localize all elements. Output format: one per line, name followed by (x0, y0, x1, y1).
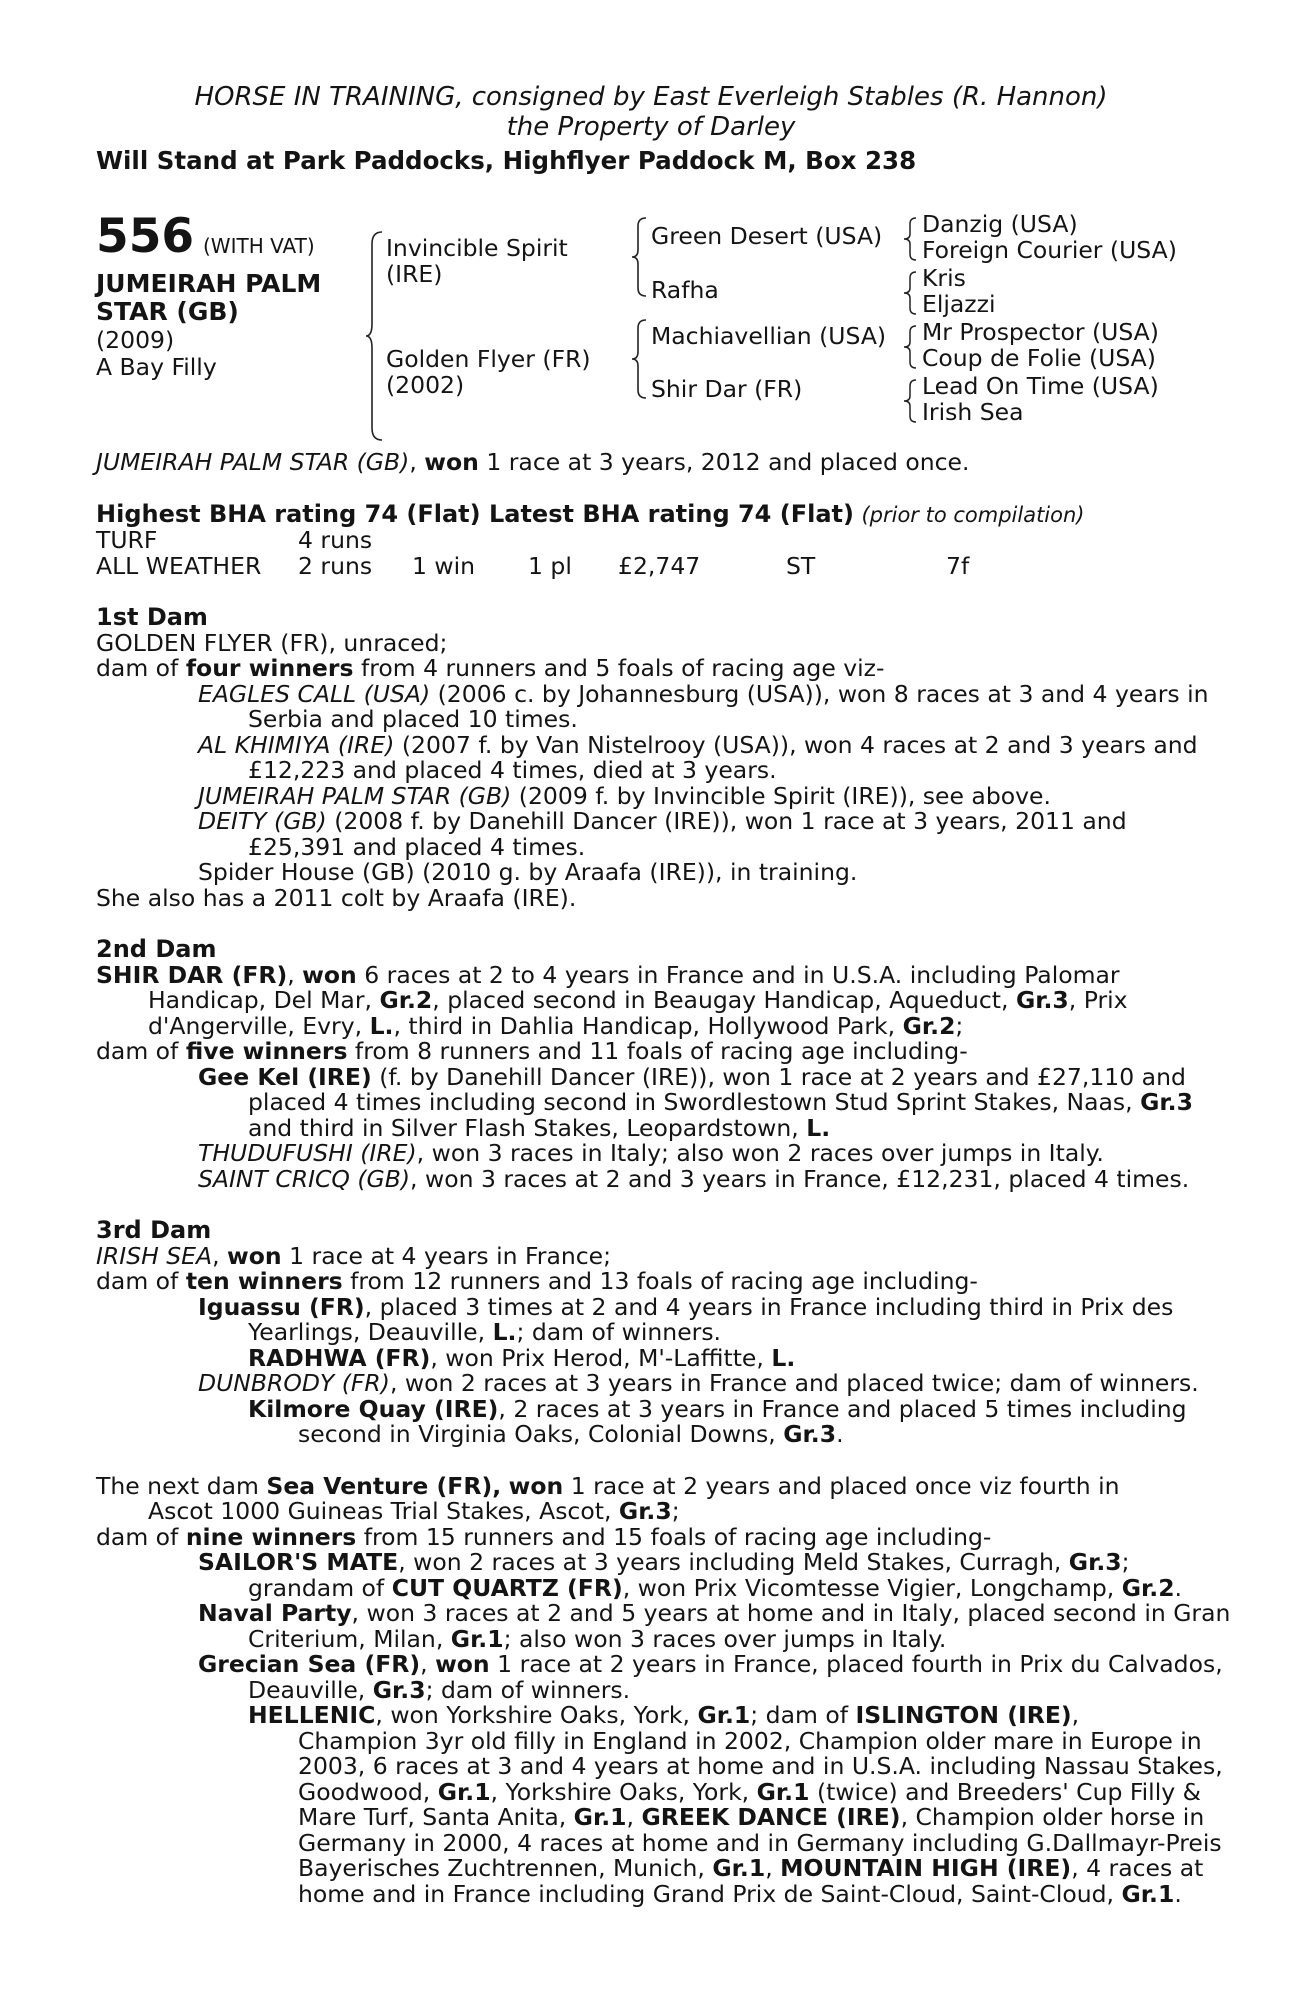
produce-details: , Yorkshire Oaks, York, (490, 1777, 750, 1806)
grade-label: Gr.3 (783, 1420, 837, 1448)
summary-won: won (424, 448, 479, 476)
produce-details: (twice) and Breeders' Cup Filly & (816, 1777, 1201, 1806)
produce-text: from 8 runners and 11 foals of racing age including- (354, 1037, 968, 1065)
produce-details: ; dam of winners. (516, 1318, 722, 1346)
produce-details-cont: Champion 3yr old filly in England in 2002, Champion older mare in Europe in (298, 1726, 1202, 1755)
produce-kilmore-quay (96, 1394, 1206, 1423)
produce-details: , Champion older horse in (900, 1803, 1205, 1831)
produce-details: ; dam of winners. (425, 1675, 631, 1704)
punctuation: , (492, 1471, 502, 1500)
produce-deity (96, 809, 1206, 835)
produce-details: , won Yorkshire Oaks, York, (375, 1701, 690, 1729)
third-dam-section (96, 1218, 1206, 1448)
grade-label: Gr.3 (1140, 1088, 1193, 1116)
produce-details: . (836, 1420, 844, 1448)
g1-name: Danzig (USA) (922, 210, 1078, 238)
g2-name: Foreign Courier (USA) (922, 236, 1177, 264)
dam-of-label: dam of (96, 1522, 179, 1551)
record-text: The next dam (96, 1471, 259, 1500)
produce-details: (2009 f. by Invincible Spirit (IRE)), see above. (518, 781, 1051, 810)
g7-name: Lead On Time (USA) (922, 372, 1159, 400)
punctuation: , (765, 1854, 773, 1882)
pedigree-brace-dam (632, 318, 648, 400)
third-dam-title: 3rd Dam (96, 1216, 212, 1244)
produce-details: , won Prix Vicomtesse Vigier, Longchamp, (622, 1573, 1115, 1602)
grade-label: Gr.2 (902, 1011, 956, 1040)
turf-label: TURF (96, 526, 158, 554)
produce-details-cont (96, 1777, 1206, 1806)
grade-label: Gr.1 (450, 1624, 504, 1653)
record-text: d'Angerville, Evry, (148, 1011, 363, 1040)
punctuation: , (626, 1803, 634, 1831)
pedigree-brace-g2 (904, 270, 918, 316)
foaling-year: (2009) (96, 326, 175, 354)
punctuation: , (1071, 1701, 1080, 1729)
next-dam-record-l2 (96, 1499, 1206, 1525)
catalogue-page (96, 82, 1231, 1908)
header-consignor: HORSE IN TRAINING, consigned by East Everleigh Stables (R. Hannon) (194, 82, 1108, 112)
next-dam-name: Sea Venture (FR) (266, 1471, 493, 1500)
second-dam-produce (96, 1039, 1206, 1065)
produce-name: Gee Kel (IRE) (198, 1062, 372, 1091)
rating-text: Highest BHA rating 74 (Flat) Latest BHA rating 74 (Flat) (96, 499, 854, 528)
produce-jumeirah-palm-star (96, 781, 1206, 810)
punctuation: . (1174, 1879, 1182, 1908)
winners-count: ten winners (185, 1267, 343, 1295)
grade-label: Gr.1 (756, 1777, 810, 1806)
produce-details: , won 3 races at 2 and 3 years in France, £12,231, placed 4 times. (410, 1164, 1190, 1193)
produce-name: SAILOR'S MATE (198, 1548, 399, 1576)
produce-details: (2008 f. by Danehill Dancer (IRE)), won 1 race at 3 years, 2011 and (334, 807, 1127, 835)
produce-name: DUNBRODY (FR) (198, 1369, 390, 1397)
pedigree-brace-g4 (904, 378, 918, 424)
produce-details: ; dam of (750, 1701, 848, 1729)
grade-label: Gr.3 (372, 1675, 426, 1704)
first-dam-intro: GOLDEN FLYER (FR), unraced; (96, 628, 448, 657)
grade-label: Gr.3 (618, 1497, 672, 1525)
punctuation: ; (1121, 1548, 1130, 1576)
dam-of-label: dam of (96, 654, 179, 682)
produce-details: placed 4 times including second in Swordlestown Stud Sprint Stakes, Naas, (248, 1088, 1133, 1116)
produce-details-cont: Serbia and placed 10 times. (248, 705, 578, 733)
produce-text: from 15 runners and 15 foals of racing age including- (363, 1522, 992, 1551)
won-label: won (227, 1241, 282, 1270)
grade-label: Gr.2 (379, 986, 433, 1014)
record-text: Handicap, Del Mar, (148, 986, 372, 1014)
dam-name: Golden Flyer (FR) (386, 345, 591, 373)
rating-note: (prior to compilation) (861, 502, 1085, 527)
produce-text: from 12 runners and 13 foals of racing age including- (350, 1267, 978, 1295)
produce-details-cont: £12,223 and placed 4 times, died at 3 years. (248, 756, 777, 784)
record-text: ; (955, 1011, 964, 1040)
pedigree-brace-g3 (904, 324, 918, 370)
first-dam-section (96, 603, 1209, 912)
record-text: 6 races at 2 to 4 years in France and in U.S.A. including Palomar (364, 960, 1120, 989)
horse-name-line2: STAR (GB) (96, 297, 239, 326)
second-dam-title: 2nd Dam (96, 935, 217, 963)
g4-name: Eljazzi (922, 290, 996, 318)
pedigree-brace-main (366, 230, 386, 442)
produce-details-cont (96, 1113, 1206, 1142)
aw-wins: 1 win (412, 551, 476, 580)
record-text: , placed second in Beaugay Handicap, Aqueduct, (432, 986, 1009, 1014)
punctuation: ; (671, 1497, 680, 1525)
produce-details: Goodwood, (298, 1777, 431, 1806)
dam-year: (2002) (386, 371, 465, 399)
second-dam-record: SHIR DAR (FR), won 6 races at 2 to 4 years in France and in U.S.A. including Palomar (96, 960, 1120, 989)
produce-saint-cricq (96, 1164, 1206, 1193)
produce-details: grandam of (248, 1573, 385, 1602)
aw-placed: 1 pl (528, 551, 572, 580)
produce-details-cont (96, 1573, 1206, 1602)
all-weather-row (96, 551, 1206, 580)
produce-details: , won 2 races at 3 years in France and placed twice; dam of winners. (389, 1369, 1199, 1397)
aw-label: ALL WEATHER (96, 551, 262, 580)
dam-sire: Machiavellian (USA) (651, 322, 887, 350)
produce-eagles-call (96, 679, 1209, 708)
produce-details: , won Prix Herod, M'-Laffitte, (430, 1343, 764, 1372)
produce-details-cont (96, 1422, 1206, 1448)
produce-thudufushi (96, 1141, 1206, 1167)
listed-label: L. (771, 1343, 796, 1372)
record-text: , third in Dahlia Handicap, Hollywood Park, (393, 1011, 896, 1040)
produce-details: Criterium, Milan, (248, 1624, 444, 1653)
produce-al-khimiya (96, 730, 1206, 759)
dam-of-label: dam of (96, 1267, 179, 1295)
aw-prize-money: £2,747 (618, 551, 701, 580)
pedigree-brace-sire (632, 216, 648, 298)
produce-details: , placed 3 times at 2 and 4 years in France including third in Prix des (364, 1292, 1174, 1321)
listed-label: L. (806, 1113, 831, 1142)
dam-of-label: dam of (96, 1037, 179, 1065)
produce-details-cont: £25,391 and placed 4 times. (248, 832, 586, 861)
sire-dam: Rafha (651, 276, 719, 304)
first-dam-produce (96, 656, 1206, 682)
produce-details: , 4 races at (1071, 1854, 1204, 1882)
produce-spider-house: Spider House (GB) (2010 g. by Araafa (IRE)), in training. (198, 858, 858, 886)
third-dam-name: IRISH SEA (96, 1241, 213, 1270)
produce-name: Kilmore Quay (IRE) (248, 1394, 499, 1423)
produce-name: GREEK DANCE (IRE) (641, 1803, 901, 1831)
second-dam-record-l2 (96, 988, 1206, 1014)
horse-name-line1: JUMEIRAH PALM (96, 269, 322, 298)
g3-name: Kris (922, 264, 966, 292)
winners-count: four winners (185, 654, 354, 682)
produce-details: Deauville, (248, 1675, 366, 1704)
g6-name: Coup de Folie (USA) (922, 344, 1156, 372)
produce-details-cont (96, 1805, 1206, 1831)
produce-details: home and in France including Grand Prix de Saint-Cloud, Saint-Cloud, (298, 1879, 1115, 1908)
dam-dam: Shir Dar (FR) (651, 375, 803, 403)
produce-details: Bayerisches Zuchtrennen, Munich, (298, 1854, 705, 1882)
produce-dunbrody (96, 1371, 1206, 1397)
sire-sire: Green Desert (USA) (651, 222, 883, 250)
produce-grecian-sea (96, 1650, 1223, 1678)
produce-details-cont (96, 1320, 1206, 1346)
pedigree-brace-g1 (904, 216, 918, 262)
grade-label: Gr.3 (1015, 986, 1069, 1014)
produce-gee-kel (96, 1062, 1206, 1091)
produce-details: Yearlings, Deauville, (248, 1318, 486, 1346)
lot-number: 556 (96, 209, 195, 264)
winners-count: nine winners (185, 1522, 357, 1551)
listed-label: L. (492, 1318, 517, 1346)
sire-name: Invincible Spirit (386, 234, 568, 262)
produce-details: , 2 races at 3 years in France and placed 5 times including (498, 1394, 1187, 1423)
second-dam-record-l3 (96, 1011, 1206, 1040)
produce-radhwa (96, 1343, 1206, 1372)
produce-sailors-mate (96, 1550, 1206, 1576)
next-dam-section (96, 1471, 1231, 1908)
vat-label: (WITH VAT) (203, 234, 315, 258)
summary-text: 1 race at 3 years, 2012 and placed once. (486, 448, 970, 476)
produce-details: second in Virginia Oaks, Colonial Downs, (298, 1420, 776, 1448)
produce-naval-party (96, 1599, 1231, 1627)
second-dam-name: SHIR DAR (FR) (96, 960, 288, 989)
produce-name: Iguassu (FR) (198, 1292, 365, 1321)
produce-details: (2006 c. by Johannesburg (USA)), won 8 races at 3 and 4 years in (437, 679, 1209, 708)
g8-name: Irish Sea (922, 398, 1024, 426)
header-property: the Property of Darley (506, 112, 796, 142)
first-dam-title: 1st Dam (96, 603, 208, 631)
produce-details: 1 race at 2 years in France, placed fourth in Prix du Calvados, (497, 1650, 1223, 1678)
turf-row (96, 528, 1206, 554)
grade-label: Gr.2 (1121, 1573, 1175, 1602)
listed-label: L. (369, 1011, 394, 1040)
turf-runs: 4 runs (298, 526, 373, 554)
produce-name: HELLENIC (248, 1701, 376, 1729)
header-stand: Will Stand at Park Paddocks, Highflyer Paddock M, Box 238 (96, 146, 917, 175)
g5-name: Mr Prospector (USA) (922, 318, 1159, 346)
grade-label: Gr.1 (573, 1803, 627, 1831)
produce-details: Mare Turf, Santa Anita, (298, 1803, 567, 1831)
produce-details-cont (96, 1090, 1206, 1116)
produce-name: DEITY (GB) (198, 807, 327, 835)
record-text: , Prix (1068, 986, 1128, 1014)
produce-details: (2007 f. by Van Nistelrooy (USA)), won 4 races at 2 and 3 years and (401, 730, 1198, 759)
grade-label: Gr.1 (712, 1854, 766, 1882)
produce-details-cont: 2003, 6 races at 3 and 4 years at home and in U.S.A. including Nassau Stakes, (298, 1752, 1223, 1780)
grade-label: Gr.1 (697, 1701, 751, 1729)
produce-name: ISLINGTON (IRE) (855, 1701, 1072, 1729)
produce-name: MOUNTAIN HIGH (IRE) (780, 1854, 1072, 1882)
next-dam-record (96, 1471, 1206, 1500)
rating-line (96, 499, 1206, 529)
produce-name: RADHWA (FR) (248, 1343, 431, 1372)
punctuation: . (1174, 1573, 1183, 1602)
won-label: won (508, 1471, 564, 1500)
grade-label: Gr.3 (1068, 1548, 1122, 1576)
sire-country: (IRE) (386, 260, 443, 288)
produce-details-cont: Germany in 2000, 4 races at home and in Germany including G.Dallmayr-Preis (298, 1828, 1222, 1857)
winners-count: five winners (185, 1037, 348, 1065)
record-text: Ascot 1000 Guineas Trial Stakes, Ascot, (148, 1497, 612, 1525)
horse-description: A Bay Filly (96, 353, 217, 381)
produce-name: EAGLES CALL (USA) (198, 679, 431, 708)
produce-details-cont (96, 1675, 1206, 1704)
produce-details-cont (96, 1856, 1206, 1882)
summary-horse-name: JUMEIRAH PALM STAR (GB) (96, 448, 410, 476)
first-dam-also: She also has a 2011 colt by Araafa (IRE). (96, 883, 577, 912)
won-label: won (435, 1650, 490, 1678)
pedigree-block (96, 209, 1206, 450)
produce-details: ; also won 3 races over jumps in Italy. (503, 1624, 947, 1653)
next-dam-produce (96, 1522, 1206, 1551)
produce-name: CUT QUARTZ (FR) (391, 1573, 623, 1602)
produce-details: , won 3 races at 2 and 5 years at home and in Italy, placed second in Gran (351, 1599, 1231, 1627)
aw-runs: 2 runs (298, 551, 373, 580)
punctuation: , (420, 1650, 428, 1678)
produce-hellenic (96, 1703, 1206, 1729)
second-dam-section (96, 937, 1206, 1192)
produce-name: JUMEIRAH PALM STAR (GB) (198, 781, 512, 810)
race-summary: JUMEIRAH PALM STAR (GB), won 1 race at 3 years, 2012 and placed once. (96, 448, 970, 476)
produce-details: , won 3 races in Italy; also won 2 races over jumps in Italy. (416, 1139, 1104, 1167)
grade-label: Gr.1 (437, 1777, 491, 1806)
produce-name: THUDUFUSHI (IRE) (198, 1139, 417, 1167)
record-text: 1 race at 4 years in France; (289, 1241, 612, 1270)
grade-label: Gr.1 (1121, 1879, 1175, 1908)
aw-surface: ST (786, 551, 816, 580)
won-label: won (302, 960, 357, 989)
produce-name: Naval Party (198, 1599, 352, 1627)
produce-text: from 4 runners and 5 foals of racing age viz- (360, 654, 885, 682)
produce-name: Grecian Sea (FR) (198, 1650, 421, 1678)
aw-distance: 7f (946, 551, 970, 580)
produce-details-cont (96, 1624, 1206, 1653)
record-text: 1 race at 2 years and placed once viz fourth in (570, 1471, 1120, 1500)
produce-name: SAINT CRICQ (GB) (198, 1164, 411, 1193)
third-dam-record: IRISH SEA, won 1 race at 4 years in France; (96, 1241, 612, 1270)
produce-name: AL KHIMIYA (IRE) (198, 730, 395, 759)
produce-details: , won 2 races at 3 years including Meld Stakes, Curragh, (398, 1548, 1062, 1576)
produce-details: (f. by Danehill Dancer (IRE)), won 1 race at 2 years and £27,110 and (379, 1062, 1186, 1091)
produce-details-cont (96, 1879, 1206, 1908)
produce-iguassu (96, 1292, 1206, 1321)
produce-details: and third in Silver Flash Stakes, Leopardstown, (248, 1113, 799, 1142)
third-dam-produce (96, 1269, 1206, 1295)
